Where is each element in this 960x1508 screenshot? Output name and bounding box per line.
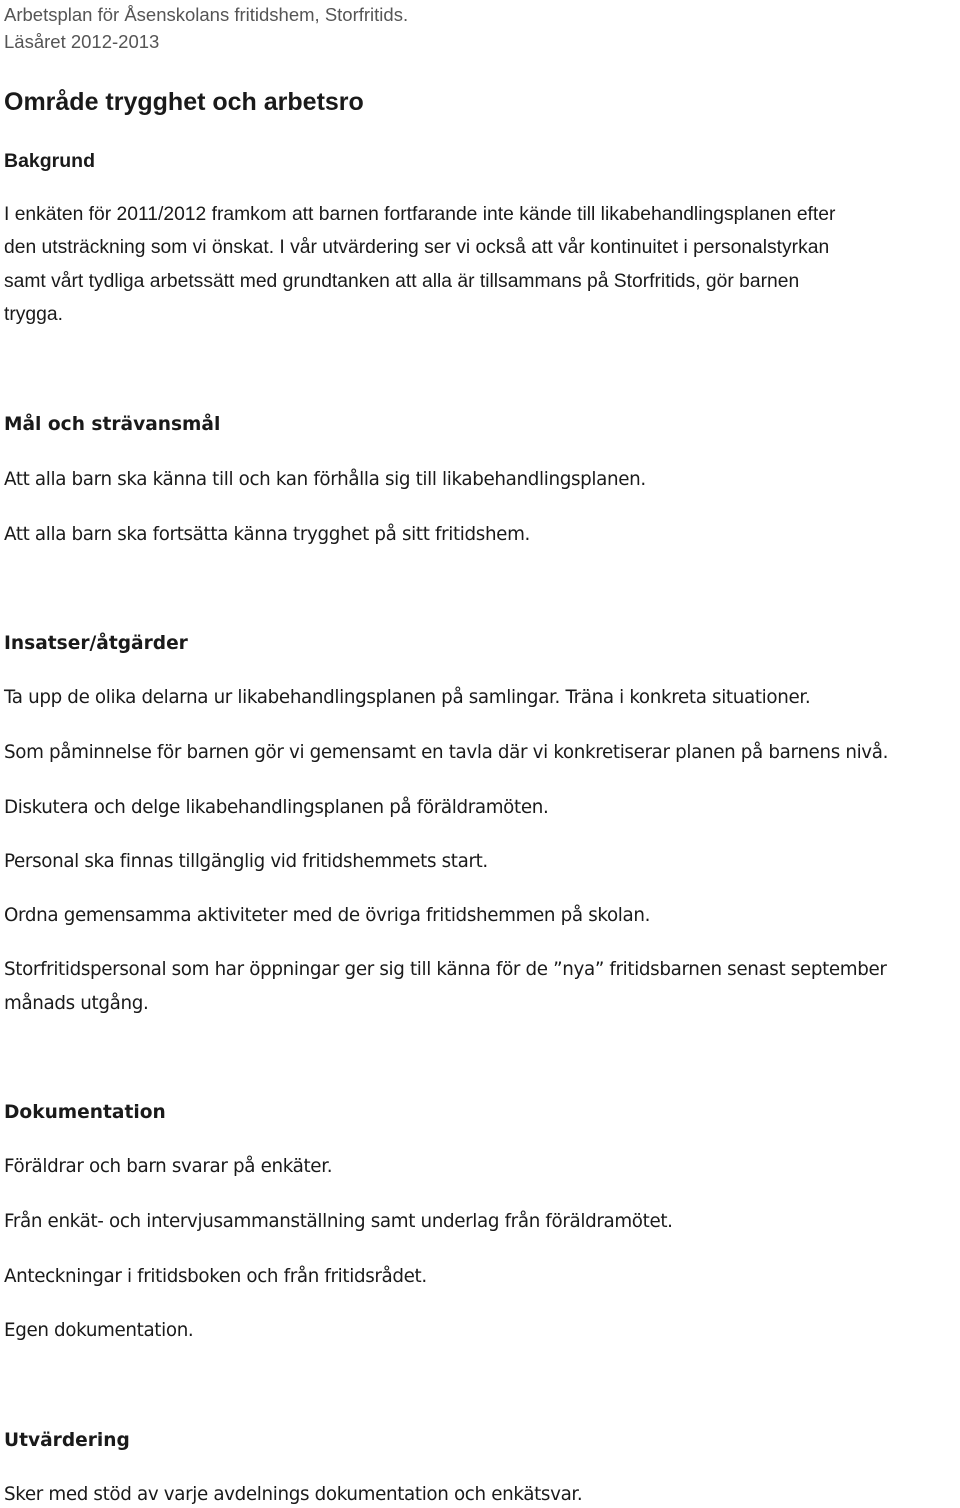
dokumentation-item: Egen dokumentation. <box>4 1320 194 1341</box>
insatser-item: Som påminnelse för barnen gör vi gemensamt en tavla där vi konkretiserar planen på barnens nivå. <box>4 742 889 763</box>
section-heading-mal: Mål och strävansmål <box>4 414 221 435</box>
insatser-item: Diskutera och delge likabehandlingsplanen på föräldramöten. <box>4 797 549 818</box>
bakgrund-line: samt vårt tydliga arbetssätt med grundtanken att alla är tillsammans på Storfritids, gör barnen <box>4 271 800 292</box>
bakgrund-line: I enkäten för 2011/2012 framkom att barnen fortfarande inte kände till likabehandlingsplanen efter <box>4 204 836 225</box>
bakgrund-line: den utsträckning som vi önskat. I vår utvärdering ser vi också att vår kontinuitet i personalstyrkan <box>4 237 830 258</box>
insatser-item: Personal ska finnas tillgänglig vid fritidshemmets start. <box>4 851 488 872</box>
insatser-item: Ordna gemensamma aktiviteter med de övriga fritidshemmen på skolan. <box>4 905 651 926</box>
utvardering-item: Sker med stöd av varje avdelnings dokumentation och enkätsvar. <box>4 1484 583 1505</box>
section-heading-bakgrund: Bakgrund <box>4 150 96 172</box>
section-heading-utvardering: Utvärdering <box>4 1430 130 1451</box>
dokumentation-item: Från enkät- och intervjusammanställning samt underlag från föräldramötet. <box>4 1211 673 1232</box>
dokumentation-item: Anteckningar i fritidsboken och från fritidsrådet. <box>4 1266 427 1287</box>
section-heading-dokumentation: Dokumentation <box>4 1102 166 1123</box>
insatser-item: månads utgång. <box>4 993 149 1014</box>
header-line-2: Läsåret 2012-2013 <box>4 31 160 52</box>
header-line-1: Arbetsplan för Åsenskolans fritidshem, Storfritids. <box>4 4 409 25</box>
bakgrund-line: trygga. <box>4 304 63 325</box>
insatser-item: Ta upp de olika delarna ur likabehandlingsplanen på samlingar. Träna i konkreta situationer. <box>4 687 811 708</box>
page-title: Område trygghet och arbetsro <box>4 88 364 116</box>
mal-item: Att alla barn ska fortsätta känna trygghet på sitt fritidshem. <box>4 524 530 545</box>
insatser-item: Storfritidspersonal som har öppningar ger sig till känna för de ”nya” fritidsbarnen senast september <box>4 959 887 980</box>
section-heading-insatser: Insatser/åtgärder <box>4 633 188 654</box>
mal-item: Att alla barn ska känna till och kan förhålla sig till likabehandlingsplanen. <box>4 469 646 490</box>
dokumentation-item: Föräldrar och barn svarar på enkäter. <box>4 1156 333 1177</box>
